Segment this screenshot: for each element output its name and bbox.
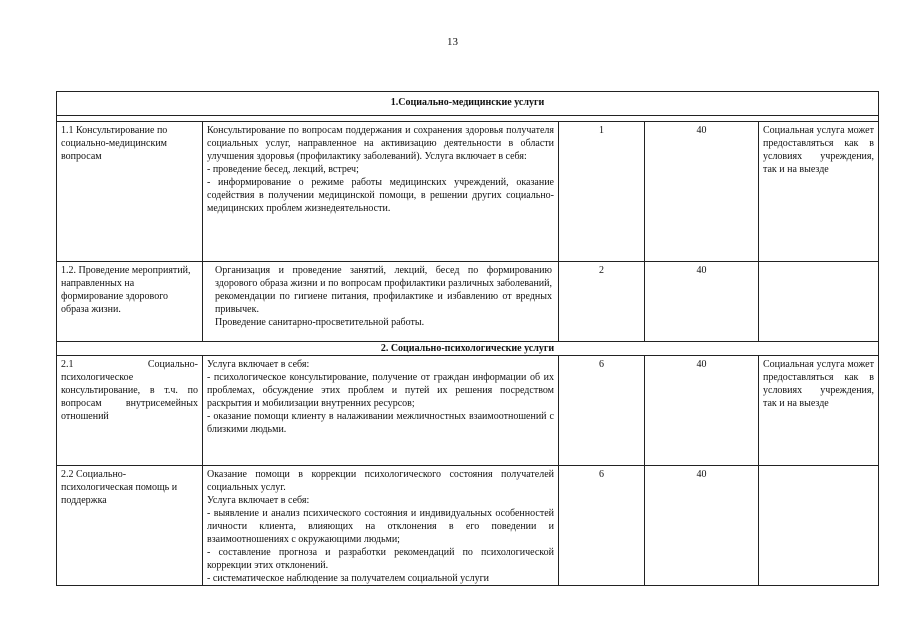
service-name-cell: 2.1 Социально-психологическое консультирование, в т.ч. по вопросам внутрисемейных отношений [57,356,203,466]
description-line: Оказание помощи в коррекции психологического состояния получателей социальных услуг. [207,469,554,493]
service-col3-cell: 6 [559,356,645,466]
table-row [57,122,879,262]
section-title-psychological: 2. Социально-психологические услуги [57,342,879,356]
services-table [56,91,879,586]
description-line: - проведение бесед, лекций, встреч; [207,164,359,175]
service-description-cell [203,122,559,262]
service-name-cell: 1.2. Проведение мероприятий, направленных на формирование здорового образа жизни. [57,262,203,342]
section-header-row [57,342,879,356]
service-col3-cell: 6 [559,466,645,586]
table-row [57,262,879,342]
service-col4-cell: 40 [645,122,759,262]
description-line: - информирование о режиме работы медицинских учреждений, оказание содействия в получении медицинской помощи, в решении других социально-медицинских проблем жизнедеятельности. [207,177,554,214]
service-name-cell: 2.2 Социально-психологическая помощь и поддержка [57,466,203,586]
description-line: - составление прогноза и разработки рекомендаций по психологической коррекции этих отклонений. [207,547,554,571]
service-col3-cell: 1 [559,122,645,262]
service-note-cell [759,262,879,342]
description-line: - выявление и анализ психического состояния и индивидуальных особенностей личности клиента, влияющих на отклонения в его поведении и взаимоотношениях с окружающими людьми; [207,508,554,545]
service-col4-cell: 40 [645,262,759,342]
section-header-row [57,92,879,116]
description-line: - психологическое консультирование, получение от граждан информации об их проблемах, обсуждение этих проблем и путей их решения посредством раскрытия и мобилизации внутренних ресурсов; [207,372,554,409]
service-col4-cell: 40 [645,466,759,586]
description-line: - систематическое наблюдение за получателем социальной услуги [207,573,490,584]
service-name-cell: 1.1 Консультирование по социально-медицинским вопросам [57,122,203,262]
table-row [57,466,879,586]
description-line: Услуга включает в себя: [207,495,310,506]
description-line: Организация и проведение занятий, лекций, бесед по формированию здорового образа жизни и по вопросам профилактики различных заболеваний, рекомендации по гигиене питания, профилактике и избавлению от вредных привычек. [215,265,552,315]
section-title-medical: 1.Социально-медицинские услуги [57,92,879,116]
service-note-cell: Социальная услуга может предоставляться как в условиях учреждения, так и на выезде [759,356,879,466]
service-description-cell [203,356,559,466]
description-line: Консультирование по вопросам поддержания и сохранения здоровья получателя социальных услуг, направленное на активизацию деятельности в области улучшения здоровья (профилактику заболеваний). Услуга включает в себя: [207,125,554,162]
service-note-cell [759,466,879,586]
description-line: Проведение санитарно-просветительной работы. [215,317,425,328]
service-note-cell: Социальная услуга может предоставляться как в условиях учреждения, так и на выезде [759,122,879,262]
service-col4-cell: 40 [645,356,759,466]
service-description-cell [203,262,559,342]
description-line: - оказание помощи клиенту в налаживании межличностных взаимоотношений с близкими людьми. [207,411,554,435]
page-number: 13 [447,36,458,48]
description-line: Услуга включает в себя: [207,359,310,370]
service-col3-cell: 2 [559,262,645,342]
table-row [57,356,879,466]
service-description-cell [203,466,559,586]
